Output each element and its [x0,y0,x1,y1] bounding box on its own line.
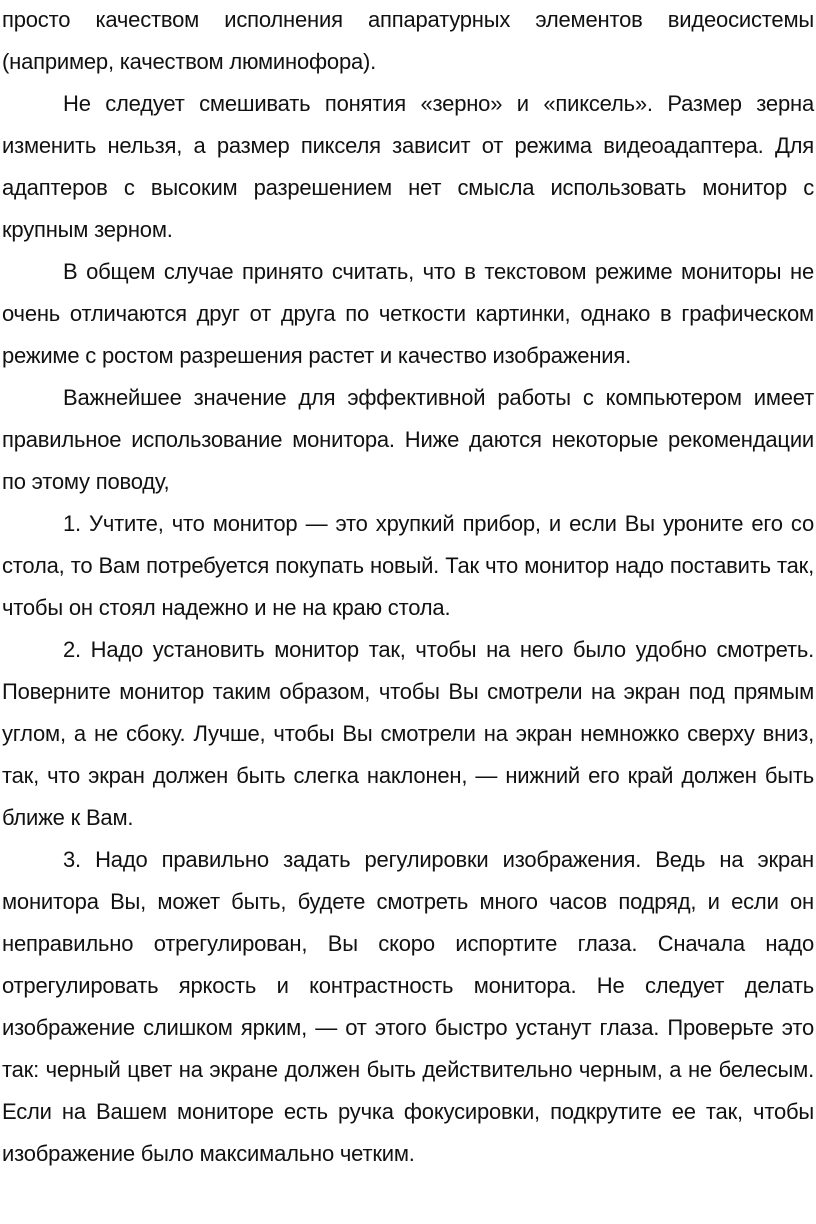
paragraph-recommendations-intro: Важнейшее значение для эффективной работы с компьютером имеет правильное использование монитора. Ниже даются некоторые рекомендации по этому поводу, [2,385,814,494]
paragraph-continuation: просто качеством исполнения аппаратурных элементов видеосистемы (например, качеством люминофора). [2,7,814,74]
paragraph-text-mode-clarity: В общем случае принято считать, что в текстовом режиме мониторы не очень отличаются друг от друга по четкости картинки, однако в графическом режиме с ростом разрешения растет и качество изображения. [2,259,814,368]
list-item-3: 3. Надо правильно задать регулировки изображения. Ведь на экран монитора Вы, может быть, будете смотреть много часов подряд, и если он неправильно отрегулирован, Вы скоро испортите глаза. Сначала надо отрегулировать яркость и контрастность монитора. Не следует делать изображение слишком ярким, — от этого быстро устанут глаза. Проверьте это так: черный цвет на экране должен быть действительно черным, а не белесым. Если на Вашем мониторе есть ручка фокусировки, подкрутите ее так, чтобы изображение было максимально четким. [2,847,814,1166]
paragraph-grain-vs-pixel: Не следует смешивать понятия «зерно» и «пиксель». Размер зерна изменить нельзя, а размер пикселя зависит от режима видеоадаптера. Для адаптеров с высоким разрешением нет смысла использовать монитор с крупным зерном. [2,91,814,242]
list-item-1: 1. Учтите, что монитор — это хрупкий прибор, и если Вы уроните его со стола, то Вам потребуется покупать новый. Так что монитор надо поставить так, чтобы он стоял надежно и не на краю стола. [2,511,814,620]
list-item-2: 2. Надо установить монитор так, чтобы на него было удобно смотреть. Поверните монитор таким образом, чтобы Вы смотрели на экран под прямым углом, а не сбоку. Лучше, чтобы Вы смотрели на экран немножко сверху вниз, так, что экран должен быть слегка наклонен, — нижний его край должен быть ближе к Вам. [2,637,814,830]
